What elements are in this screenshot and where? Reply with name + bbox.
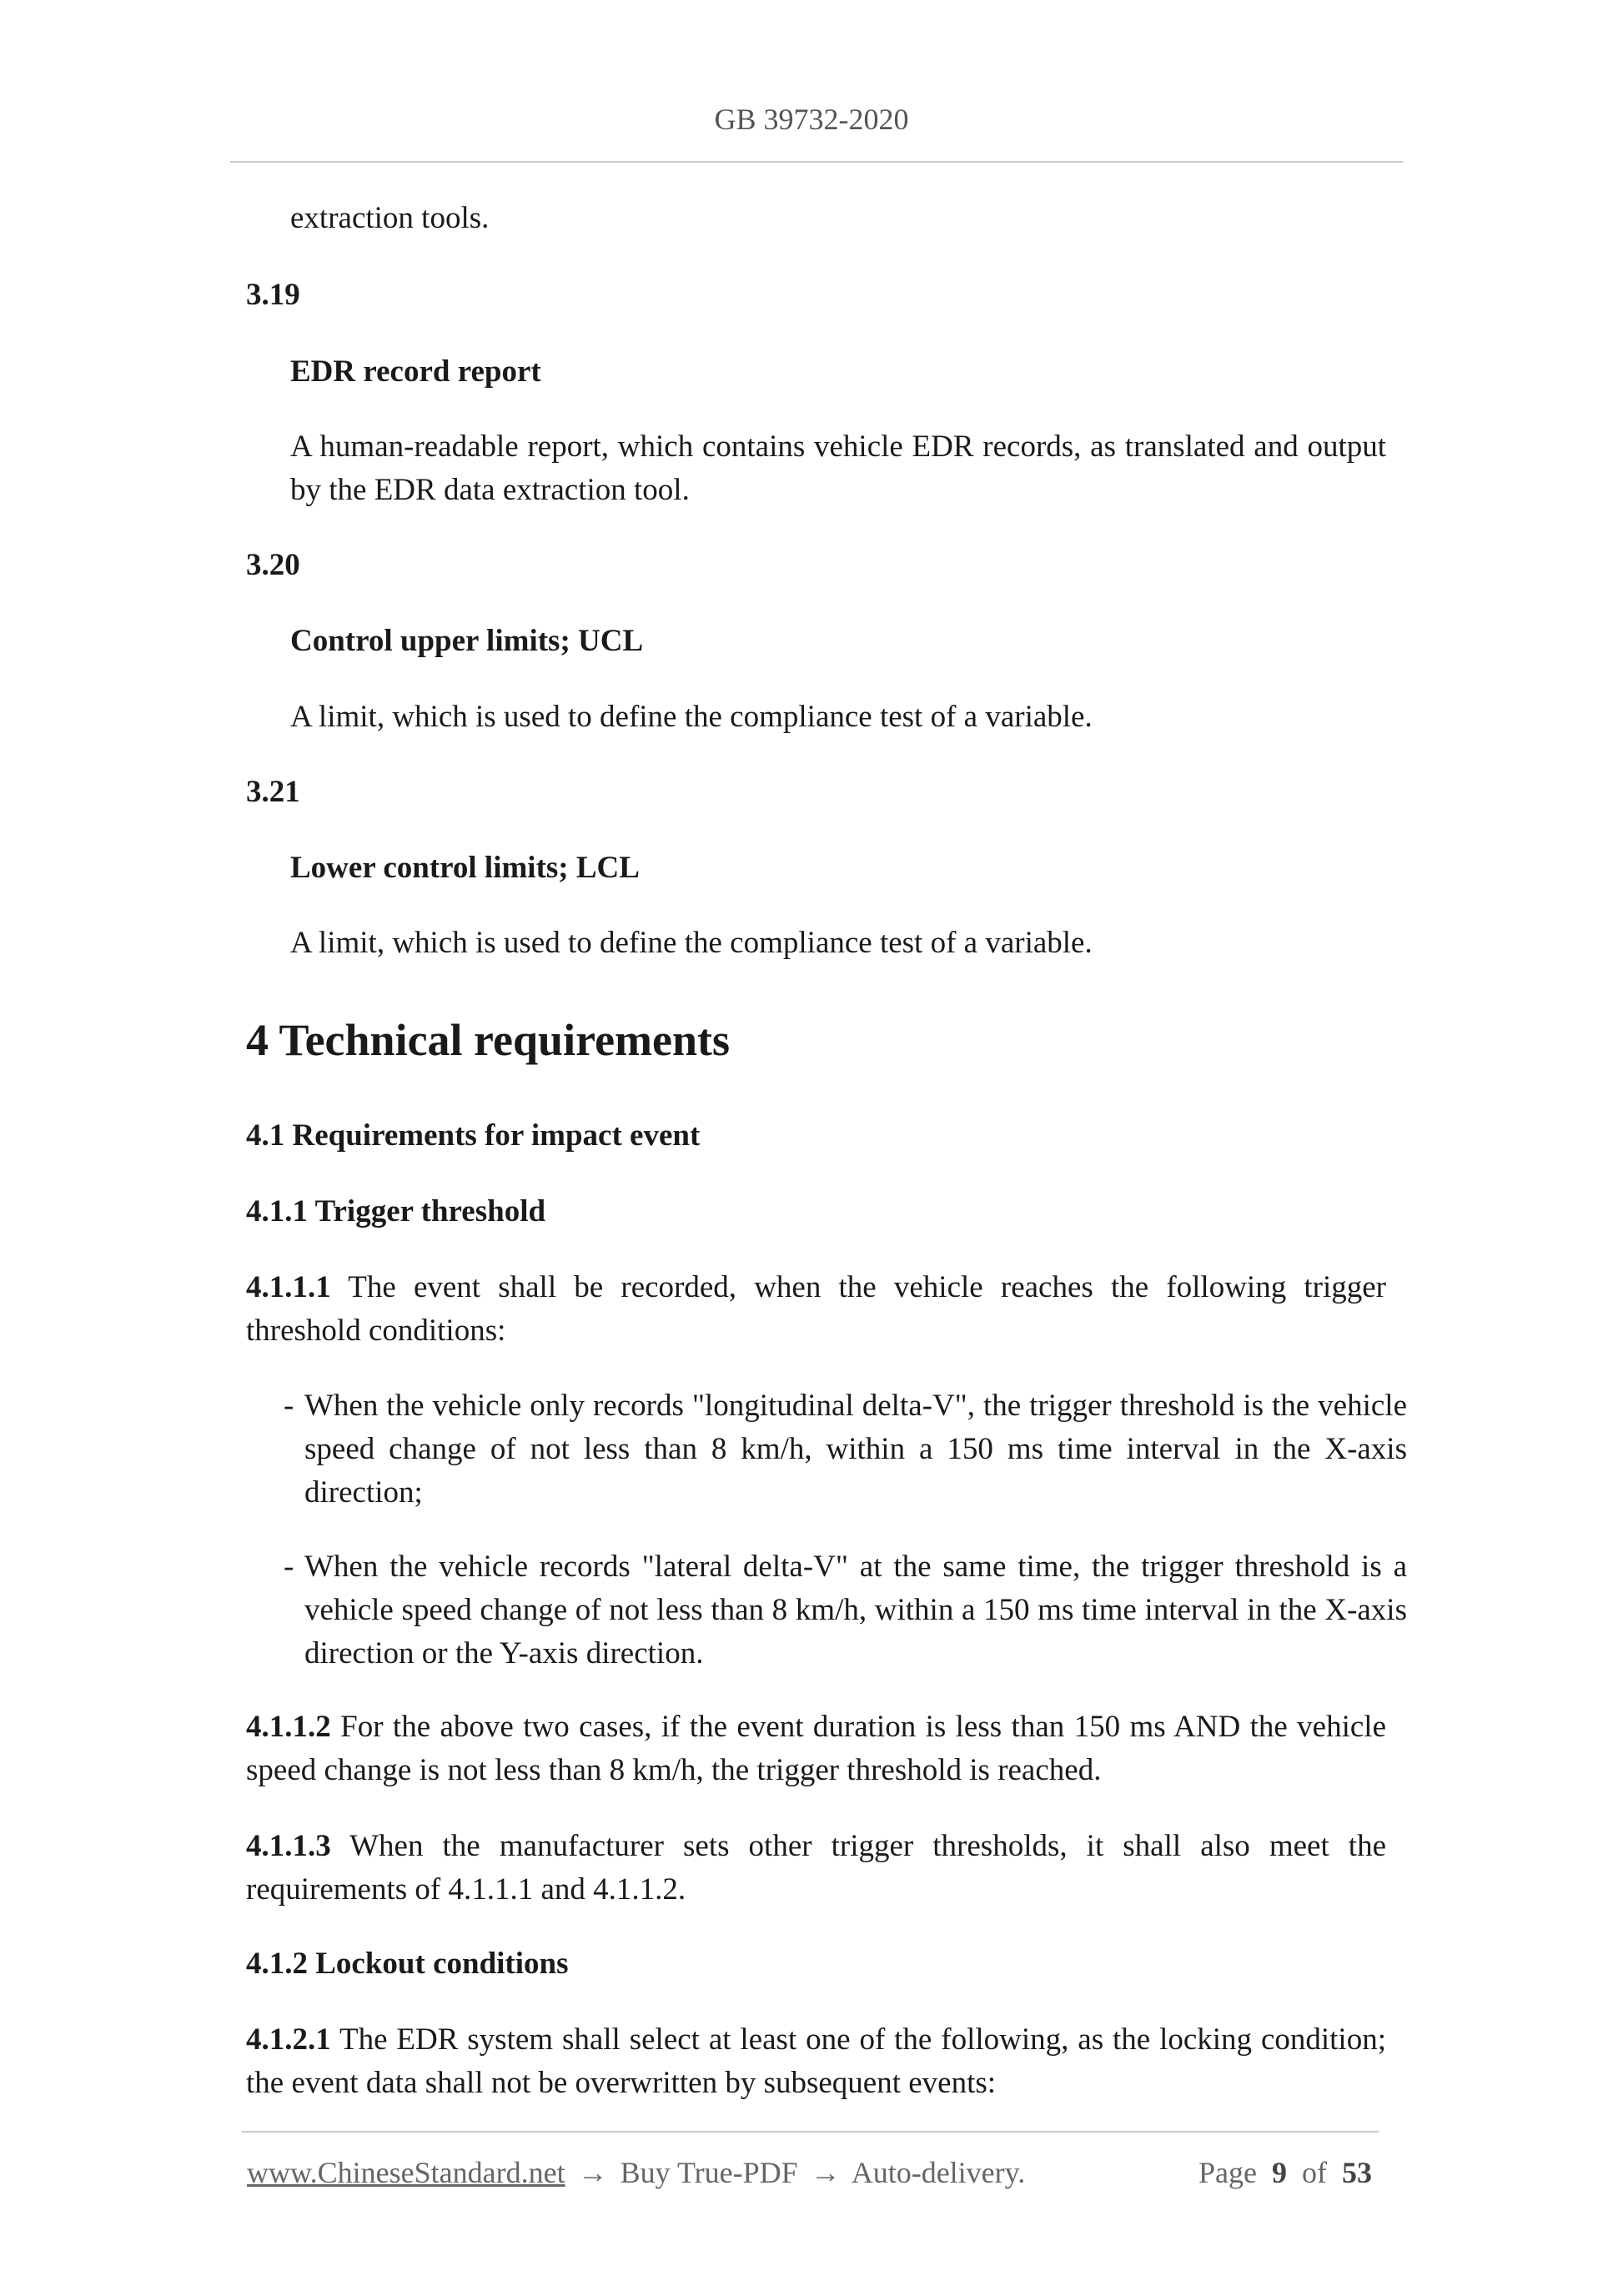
clause-number-3-19: 3.19 (246, 278, 300, 312)
continuation-text: extraction tools. (290, 201, 490, 235)
list-item-text: When the vehicle only records "longitudinal delta-V", the trigger threshold is the vehicle speed change of not less than 8 km/h, within a 150 ms time interval in the X-axis direction; (304, 1389, 1407, 1510)
definition-3-20: A limit, which is used to define the compliance test of a variable. (290, 700, 1093, 734)
page-number: 9 (1272, 2156, 1287, 2189)
definition-3-21: A limit, which is used to define the compliance test of a variable. (290, 926, 1093, 960)
paragraph-number: 4.1.1.3 (246, 1829, 331, 1863)
term-edr-record-report: EDR record report (290, 354, 541, 389)
definition-3-19: A human-readable report, which contains vehicle EDR records, as translated and output by the EDR data extraction tool. (290, 430, 1386, 507)
page-indicator (1198, 2155, 1372, 2190)
paragraph-4-1-1-2 (246, 1706, 1386, 1792)
footer-promo (247, 2155, 1025, 2190)
paragraph-text: The EDR system shall select at least one of the following, as the locking condition; the event data shall not be overwritten by subsequent events: (246, 2022, 1386, 2100)
clause-number-3-21: 3.21 (246, 775, 300, 809)
dash-bullet: - (284, 1550, 294, 1584)
paragraph-4-1-2-1 (246, 2018, 1386, 2105)
paragraph-4-1-1-1 (246, 1266, 1386, 1353)
term-lcl: Lower control limits; LCL (290, 851, 640, 885)
paragraph-text: The event shall be recorded, when the vehicle reaches the following trigger threshold conditions: (246, 1270, 1386, 1348)
paragraph-text: When the manufacturer sets other trigger thresholds, it shall also meet the requirements of 4.1.1.1 and 4.1.1.2. (246, 1829, 1386, 1907)
header-divider (230, 161, 1403, 163)
auto-delivery-text: Auto-delivery. (851, 2156, 1026, 2189)
list-item (284, 1384, 1407, 1515)
footer-divider (242, 2131, 1379, 2133)
paragraph-number: 4.1.2.1 (246, 2022, 331, 2057)
page-total: 53 (1342, 2156, 1372, 2189)
arrow-right-icon: → (577, 2156, 608, 2189)
section-heading-4: 4 Technical requirements (246, 1015, 731, 1065)
paragraph-4-1-1-3 (246, 1825, 1386, 1912)
page-label: Page (1198, 2156, 1257, 2189)
term-ucl: Control upper limits; UCL (290, 624, 644, 658)
subsection-heading-4-1-2: 4.1.2 Lockout conditions (246, 1947, 569, 1981)
subsection-heading-4-1: 4.1 Requirements for impact event (246, 1118, 701, 1153)
list-item (284, 1545, 1407, 1676)
list-item-text: When the vehicle records "lateral delta-V" at the same time, the trigger threshold is a vehicle speed change of not less than 8 km/h, within a 150 ms time interval in the X-axis direction or the Y-axis direction. (304, 1550, 1407, 1671)
chinesestandard-link[interactable]: www.ChineseStandard.net (247, 2156, 565, 2189)
arrow-right-icon: → (810, 2156, 841, 2189)
of-label: of (1302, 2156, 1327, 2189)
paragraph-number: 4.1.1.1 (246, 1270, 331, 1304)
dash-bullet: - (284, 1389, 294, 1423)
paragraph-number: 4.1.1.2 (246, 1710, 331, 1744)
running-header: GB 39732-2020 (714, 103, 909, 136)
clause-number-3-20: 3.20 (246, 548, 300, 582)
subsection-heading-4-1-1: 4.1.1 Trigger threshold (246, 1194, 546, 1228)
paragraph-text: For the above two cases, if the event duration is less than 150 ms AND the vehicle speed change is not less than 8 km/h, the trigger threshold is reached. (246, 1710, 1386, 1787)
buy-true-pdf-text: Buy True-PDF (620, 2156, 798, 2189)
